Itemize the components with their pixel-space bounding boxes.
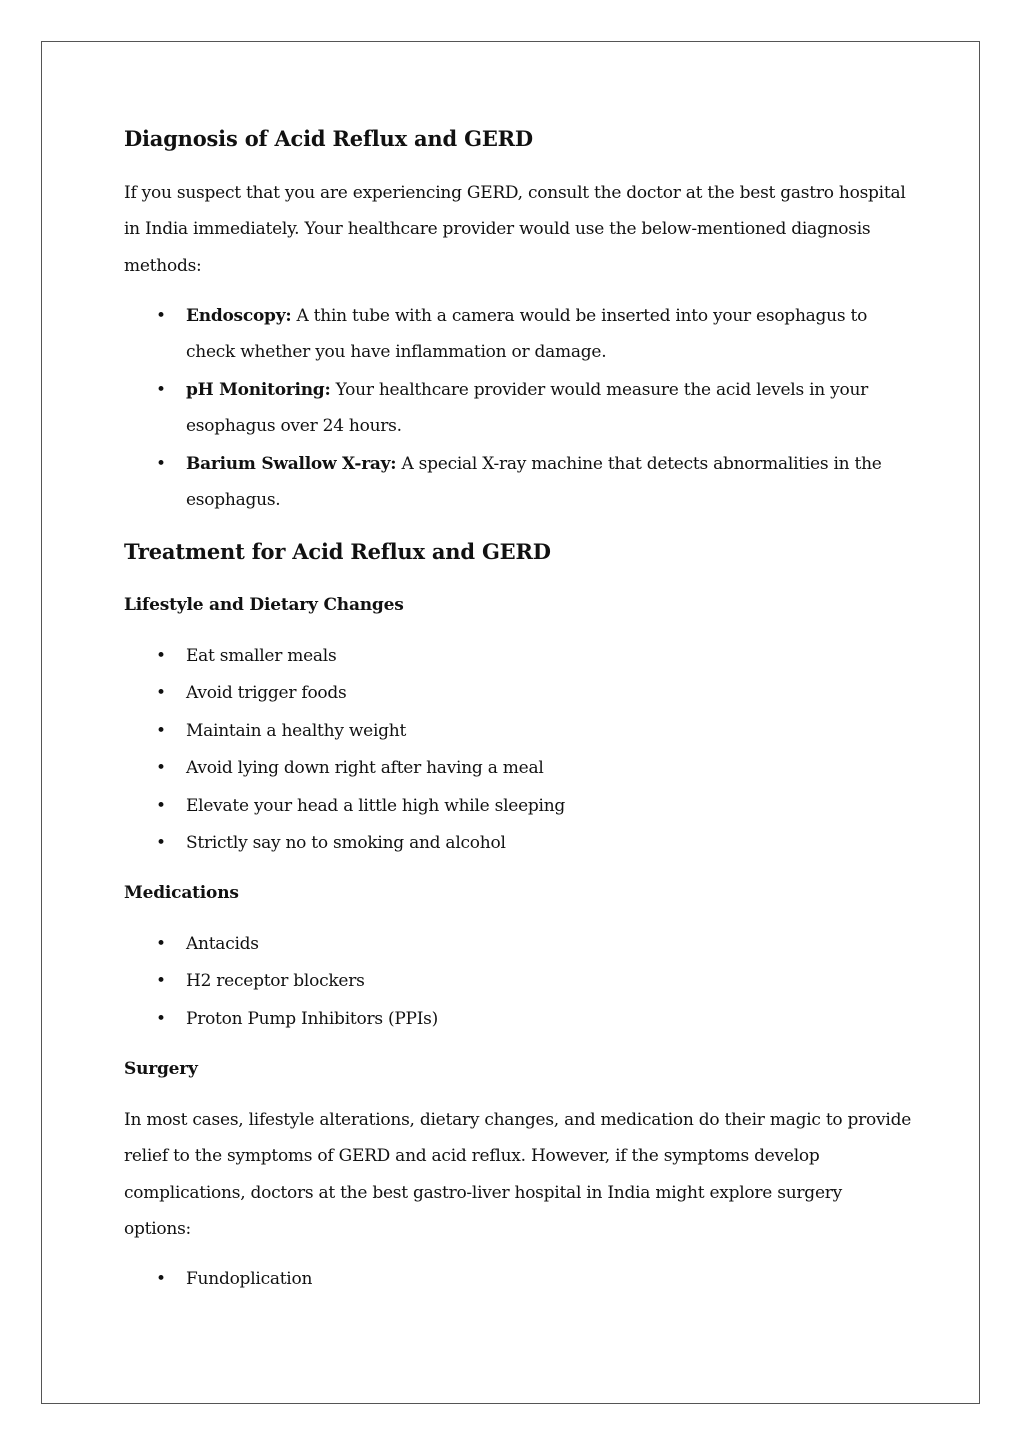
bullet-icon: •: [156, 646, 166, 666]
list-item-barium-swallow: [124, 446, 906, 519]
list-item: • Avoid trigger foods: [124, 675, 906, 712]
medications-heading: Medications: [124, 883, 239, 903]
bullet-icon: •: [156, 453, 166, 474]
bullet-icon: •: [156, 758, 166, 779]
surgery-list: [124, 1261, 904, 1298]
bullet-icon: •: [156, 720, 166, 741]
list-item: • H2 receptor blockers: [124, 963, 906, 1000]
bullet-icon: •: [156, 934, 166, 954]
list-item-endoscopy: [124, 298, 906, 371]
diagnosis-methods-list: [124, 298, 904, 519]
lifestyle-heading: Lifestyle and Dietary Changes: [124, 595, 404, 615]
bullet-icon: •: [156, 379, 166, 400]
surgery-heading: Surgery: [124, 1059, 198, 1079]
list-item: • Avoid lying down right after having a meal: [124, 750, 906, 787]
bullet-icon: •: [156, 833, 166, 854]
lifestyle-list: [124, 638, 904, 862]
list-item-ph-monitoring: [124, 372, 906, 445]
method-text: A special X-ray machine that detects abnormalities in the esophagus.: [186, 453, 882, 511]
method-label: Barium Swallow X-ray:: [186, 453, 397, 474]
medications-list: [124, 926, 904, 1038]
method-text: Your healthcare provider would measure the acid levels in your esophagus over 24 hours.: [186, 379, 869, 437]
treatment-heading: Treatment for Acid Reflux and GERD: [124, 539, 551, 564]
list-item: • Antacids: [124, 926, 906, 963]
list-item: • Elevate your head a little high while sleeping: [124, 788, 906, 825]
method-label: Endoscopy:: [186, 306, 292, 326]
bullet-icon: •: [156, 1008, 166, 1029]
list-item: • Proton Pump Inhibitors (PPIs): [124, 1001, 906, 1038]
bullet-icon: •: [156, 795, 166, 816]
bullet-icon: •: [156, 1269, 166, 1289]
method-label: pH Monitoring:: [186, 379, 331, 400]
bullet-icon: •: [156, 306, 166, 326]
list-item: • Strictly say no to smoking and alcohol: [124, 825, 906, 862]
list-item: • Eat smaller meals: [124, 638, 906, 675]
method-text: A thin tube with a camera would be inserted into your esophagus to check whether you have inflammation or damage.: [186, 306, 868, 363]
list-item: • Fundoplication: [124, 1261, 906, 1298]
diagnosis-heading: Diagnosis of Acid Reflux and GERD: [124, 126, 533, 151]
bullet-icon: •: [156, 683, 166, 704]
list-item: • Maintain a healthy weight: [124, 713, 906, 750]
diagnosis-intro: If you suspect that you are experiencing GERD, consult the doctor at the best gastro hospital in India immediately. Your healthcare provider would use the below-mentioned diagnosis methods:: [124, 183, 906, 276]
bullet-icon: •: [156, 971, 166, 992]
surgery-intro: In most cases, lifestyle alterations, dietary changes, and medication do their magic to provide relief to the symptoms of GERD and acid reflux. However, if the symptoms develop complications, doctors at the best gastro-liver hospital in India might explore surgery options:: [124, 1110, 912, 1239]
